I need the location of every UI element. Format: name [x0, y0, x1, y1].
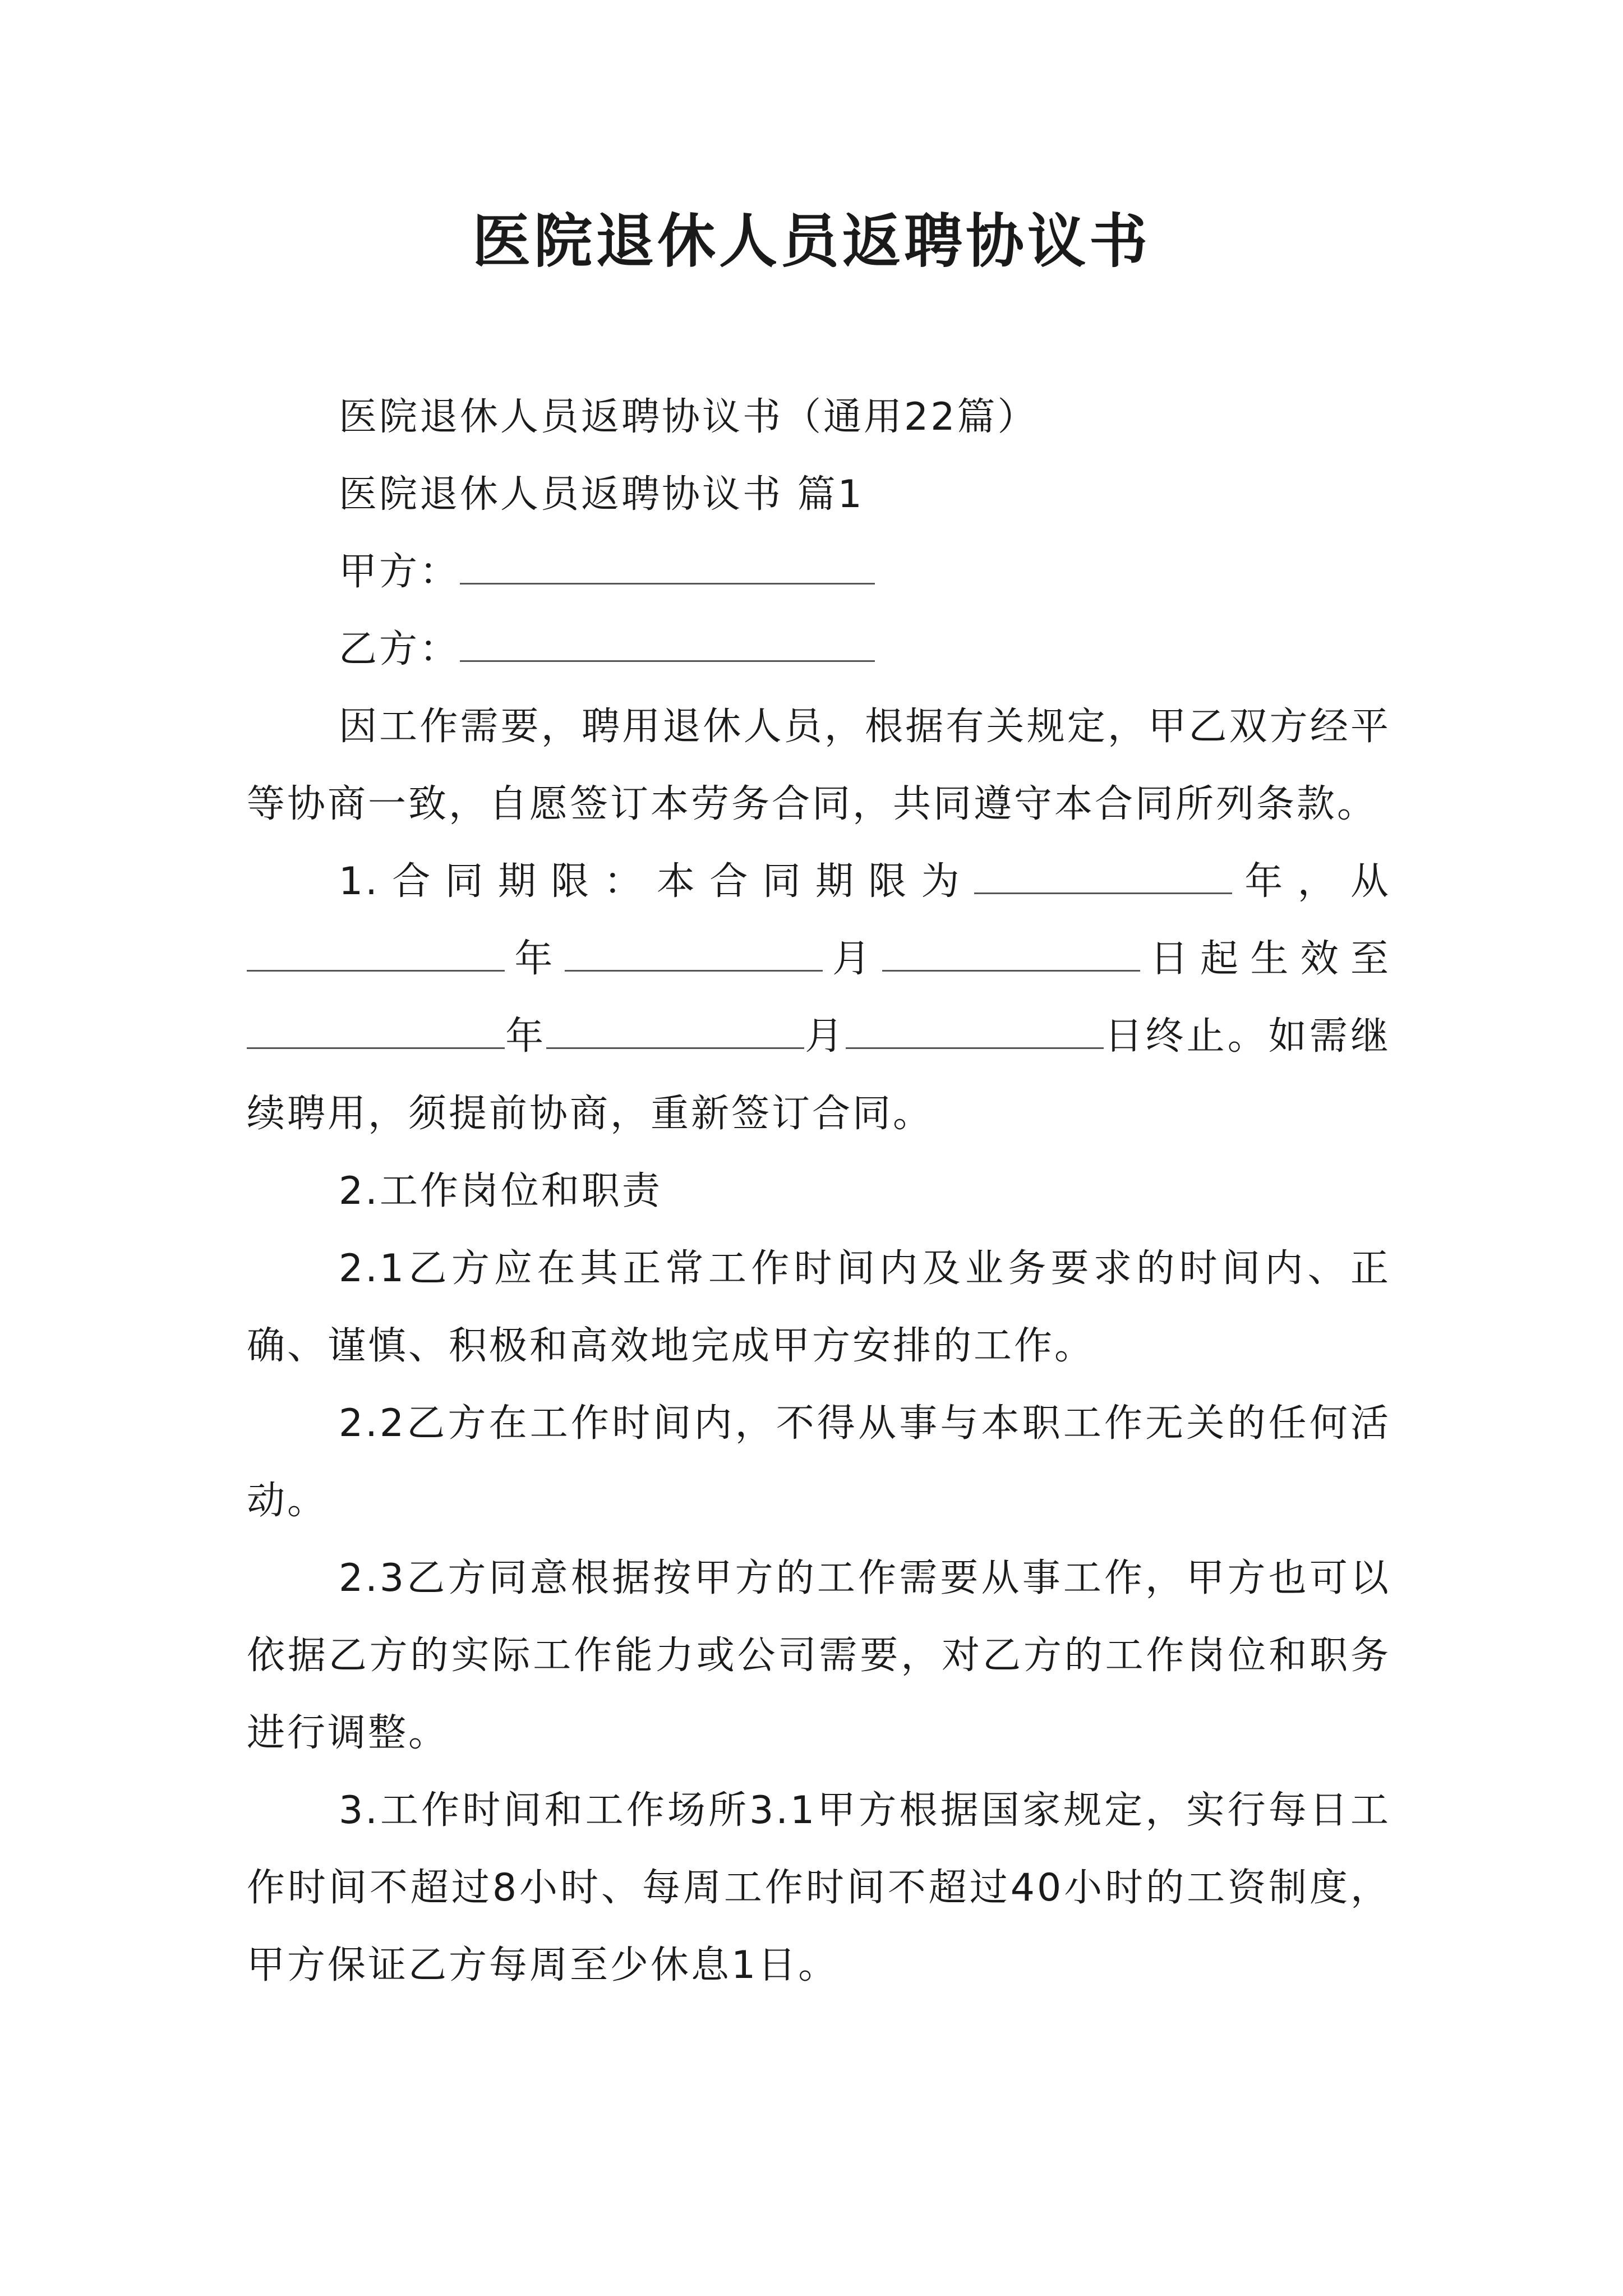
clause-1-year-from: 年，从	[1232, 859, 1391, 904]
end-year-word: 年	[505, 1014, 547, 1059]
end-day-blank	[846, 1016, 1104, 1049]
party-b-label: 乙方：	[339, 627, 460, 671]
clause-2-1-paragraph: 2.1乙方应在其正常工作时间内及业务要求的时间内、正确、谨慎、积极和高效地完成甲方安排的工作。	[247, 1246, 1391, 1368]
start-year-word: 年	[505, 937, 565, 981]
party-a-line	[247, 533, 1391, 611]
end-month-blank	[546, 1016, 804, 1049]
party-a-label: 甲方：	[339, 550, 460, 594]
document-title: 医院退休人员返聘协议书	[472, 206, 1151, 275]
term-years-blank	[974, 861, 1232, 894]
clause-1-paragraph	[247, 843, 1391, 1153]
clause-2-heading: 2.工作岗位和职责	[339, 1169, 662, 1213]
party-b-line	[247, 611, 1391, 688]
document-body	[247, 379, 1391, 2004]
end-year-blank	[247, 1016, 505, 1049]
clause-1-prefix: 1.合同期限：本合同期限为	[339, 859, 974, 904]
start-month-blank	[565, 938, 823, 972]
clause-3-paragraph: 3.工作时间和工作场所3.1甲方根据国家规定，实行每日工作时间不超过8小时、每周工作时间不超过40小时的工资制度，甲方保证乙方每周至少休息1日。	[247, 1788, 1391, 1987]
end-month-word: 月	[804, 1014, 846, 1059]
start-day-blank	[882, 938, 1140, 972]
start-year-blank	[247, 938, 505, 972]
clause-2-2-paragraph: 2.2乙方在工作时间内，不得从事与本职工作无关的任何活动。	[247, 1401, 1391, 1523]
clause-2-3-paragraph: 2.3乙方同意根据按甲方的工作需要从事工作，甲方也可以依据乙方的实际工作能力或公司需要，对乙方的工作岗位和职务进行调整。	[247, 1556, 1391, 1755]
document-subtitle: 医院退休人员返聘协议书（通用22篇）	[339, 395, 1038, 439]
part-heading: 医院退休人员返聘协议书 篇1	[339, 472, 864, 517]
intro-paragraph: 因工作需要，聘用退休人员，根据有关规定，甲乙双方经平等协商一致，自愿签订本劳务合同，共同遵守本合同所列条款。	[247, 705, 1391, 826]
party-b-blank	[460, 629, 875, 662]
start-month-word: 月	[822, 937, 883, 981]
party-a-blank	[460, 551, 875, 585]
start-day-word: 日起生效至	[1140, 937, 1391, 981]
end-day-word: 日终止。如需继续聘用，须提前协商，重新签订合同。	[247, 1014, 1391, 1136]
